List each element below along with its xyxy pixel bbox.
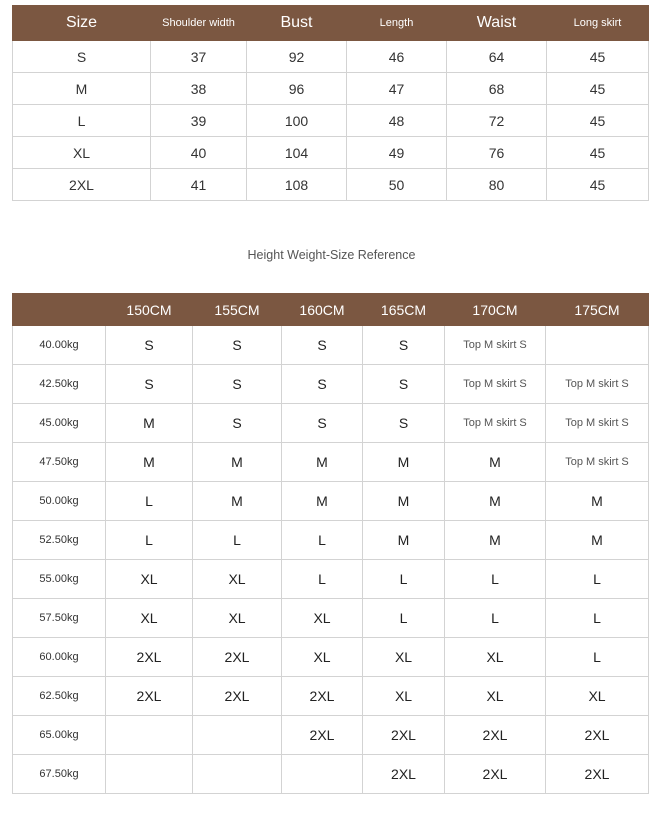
table-cell: 45: [547, 169, 649, 201]
table-cell: S: [106, 365, 193, 404]
table-cell: XL: [193, 560, 282, 599]
table-cell: 68: [447, 73, 547, 105]
table-row: [13, 41, 649, 73]
table-cell: 40: [151, 137, 247, 169]
table-cell: L: [546, 560, 649, 599]
header-corner: [13, 294, 106, 326]
header-height-175: 175CM: [546, 294, 649, 326]
table-cell: M: [193, 443, 282, 482]
table-cell: 100: [247, 105, 347, 137]
table-row: [13, 137, 649, 169]
table-cell: 38: [151, 73, 247, 105]
table-cell: M: [363, 521, 445, 560]
table-row: [13, 169, 649, 201]
table-row: [13, 716, 649, 755]
table-cell: 108: [247, 169, 347, 201]
table-cell: 2XL: [363, 716, 445, 755]
table-cell: [282, 755, 363, 794]
size-chart-table: [12, 5, 649, 201]
table-cell: 41: [151, 169, 247, 201]
header-height-160: 160CM: [282, 294, 363, 326]
table-row: [13, 560, 649, 599]
table-cell: M: [282, 482, 363, 521]
table-cell: S: [363, 404, 445, 443]
table-cell: 50: [347, 169, 447, 201]
table-cell: 65.00kg: [13, 716, 106, 755]
table-cell: 40.00kg: [13, 326, 106, 365]
table-cell: 47.50kg: [13, 443, 106, 482]
table-cell: L: [445, 599, 546, 638]
table-cell: 60.00kg: [13, 638, 106, 677]
table-cell: 45.00kg: [13, 404, 106, 443]
table-cell: 39: [151, 105, 247, 137]
table-cell: XL: [445, 677, 546, 716]
table-cell: 2XL: [13, 169, 151, 201]
table-cell: 2XL: [546, 755, 649, 794]
table-cell: 45: [547, 137, 649, 169]
table-cell: 45: [547, 73, 649, 105]
table-cell: M: [445, 443, 546, 482]
table-row: [13, 443, 649, 482]
table-cell: [106, 755, 193, 794]
table-cell: M: [106, 443, 193, 482]
table-cell: XL: [363, 677, 445, 716]
table-cell: M: [13, 73, 151, 105]
table-cell: M: [193, 482, 282, 521]
table-cell: 76: [447, 137, 547, 169]
table-row: [13, 482, 649, 521]
table-cell: 2XL: [546, 716, 649, 755]
table-cell: XL: [282, 599, 363, 638]
table-cell: 2XL: [445, 755, 546, 794]
table-cell: L: [193, 521, 282, 560]
header-size: Size: [13, 6, 151, 41]
table-cell: 37: [151, 41, 247, 73]
table-cell: Top M skirt S: [445, 404, 546, 443]
table-row: [13, 404, 649, 443]
table-cell: XL: [106, 560, 193, 599]
table-cell: XL: [363, 638, 445, 677]
table-cell: L: [445, 560, 546, 599]
table-cell: 46: [347, 41, 447, 73]
table-cell: XL: [193, 599, 282, 638]
table-cell: S: [193, 365, 282, 404]
header-waist: Waist: [447, 6, 547, 41]
header-bust: Bust: [247, 6, 347, 41]
table-row: [13, 105, 649, 137]
table-row: [13, 677, 649, 716]
table-cell: L: [282, 521, 363, 560]
table-cell: 2XL: [193, 677, 282, 716]
table-row: [13, 326, 649, 365]
table-cell: L: [106, 521, 193, 560]
table-cell: L: [363, 599, 445, 638]
table-cell: M: [445, 482, 546, 521]
table-cell: 2XL: [282, 716, 363, 755]
table-cell: Top M skirt S: [445, 326, 546, 365]
table-cell: 2XL: [282, 677, 363, 716]
table-cell: L: [106, 482, 193, 521]
table-cell: 2XL: [106, 638, 193, 677]
table-cell: S: [106, 326, 193, 365]
table-cell: 55.00kg: [13, 560, 106, 599]
table-cell: S: [282, 326, 363, 365]
table-cell: M: [546, 521, 649, 560]
table-row: [13, 638, 649, 677]
table-cell: XL: [546, 677, 649, 716]
table-cell: [193, 716, 282, 755]
table-cell: 2XL: [445, 716, 546, 755]
table-cell: L: [13, 105, 151, 137]
header-height-155: 155CM: [193, 294, 282, 326]
table-cell: M: [546, 482, 649, 521]
table-cell: S: [193, 326, 282, 365]
table-cell: L: [282, 560, 363, 599]
table-cell: 45: [547, 41, 649, 73]
table-cell: Top M skirt S: [546, 443, 649, 482]
table-cell: 72: [447, 105, 547, 137]
table-cell: S: [13, 41, 151, 73]
table-cell: [106, 716, 193, 755]
table-cell: 2XL: [193, 638, 282, 677]
table-cell: L: [546, 599, 649, 638]
table-cell: Top M skirt S: [546, 404, 649, 443]
height-weight-reference-table: [12, 293, 649, 794]
table-cell: S: [363, 365, 445, 404]
table-cell: [193, 755, 282, 794]
reference-header-row: [13, 294, 649, 326]
table-cell: 64: [447, 41, 547, 73]
table-row: [13, 365, 649, 404]
table-cell: XL: [13, 137, 151, 169]
table-cell: M: [445, 521, 546, 560]
table-cell: L: [546, 638, 649, 677]
table-cell: S: [193, 404, 282, 443]
header-height-150: 150CM: [106, 294, 193, 326]
table-cell: XL: [282, 638, 363, 677]
table-cell: 104: [247, 137, 347, 169]
table-cell: 2XL: [106, 677, 193, 716]
header-length: Length: [347, 6, 447, 41]
table-cell: XL: [445, 638, 546, 677]
table-cell: Top M skirt S: [546, 365, 649, 404]
table-cell: 45: [547, 105, 649, 137]
table-cell: Top M skirt S: [445, 365, 546, 404]
table-cell: 2XL: [363, 755, 445, 794]
table-cell: 47: [347, 73, 447, 105]
table-cell: 92: [247, 41, 347, 73]
table-cell: S: [282, 365, 363, 404]
table-row: [13, 521, 649, 560]
table-cell: M: [106, 404, 193, 443]
table-cell: 67.50kg: [13, 755, 106, 794]
table-cell: L: [363, 560, 445, 599]
table-cell: 50.00kg: [13, 482, 106, 521]
table-row: [13, 755, 649, 794]
table-cell: XL: [106, 599, 193, 638]
table-cell: S: [282, 404, 363, 443]
header-shoulder-width: Shoulder width: [151, 6, 247, 41]
table-cell: 48: [347, 105, 447, 137]
header-height-165: 165CM: [363, 294, 445, 326]
table-cell: 52.50kg: [13, 521, 106, 560]
table-row: [13, 73, 649, 105]
table-cell: 57.50kg: [13, 599, 106, 638]
table-cell: 96: [247, 73, 347, 105]
header-long-skirt: Long skirt: [547, 6, 649, 41]
table-cell: 62.50kg: [13, 677, 106, 716]
table-cell: M: [363, 482, 445, 521]
table-cell: 80: [447, 169, 547, 201]
table-cell: M: [363, 443, 445, 482]
table-cell: 49: [347, 137, 447, 169]
table-cell: [546, 326, 649, 365]
reference-title: Height Weight-Size Reference: [247, 248, 416, 262]
table-cell: M: [282, 443, 363, 482]
table-row: [13, 599, 649, 638]
table-cell: S: [363, 326, 445, 365]
header-height-170: 170CM: [445, 294, 546, 326]
table-cell: 42.50kg: [13, 365, 106, 404]
size-chart-header-row: [13, 6, 649, 41]
